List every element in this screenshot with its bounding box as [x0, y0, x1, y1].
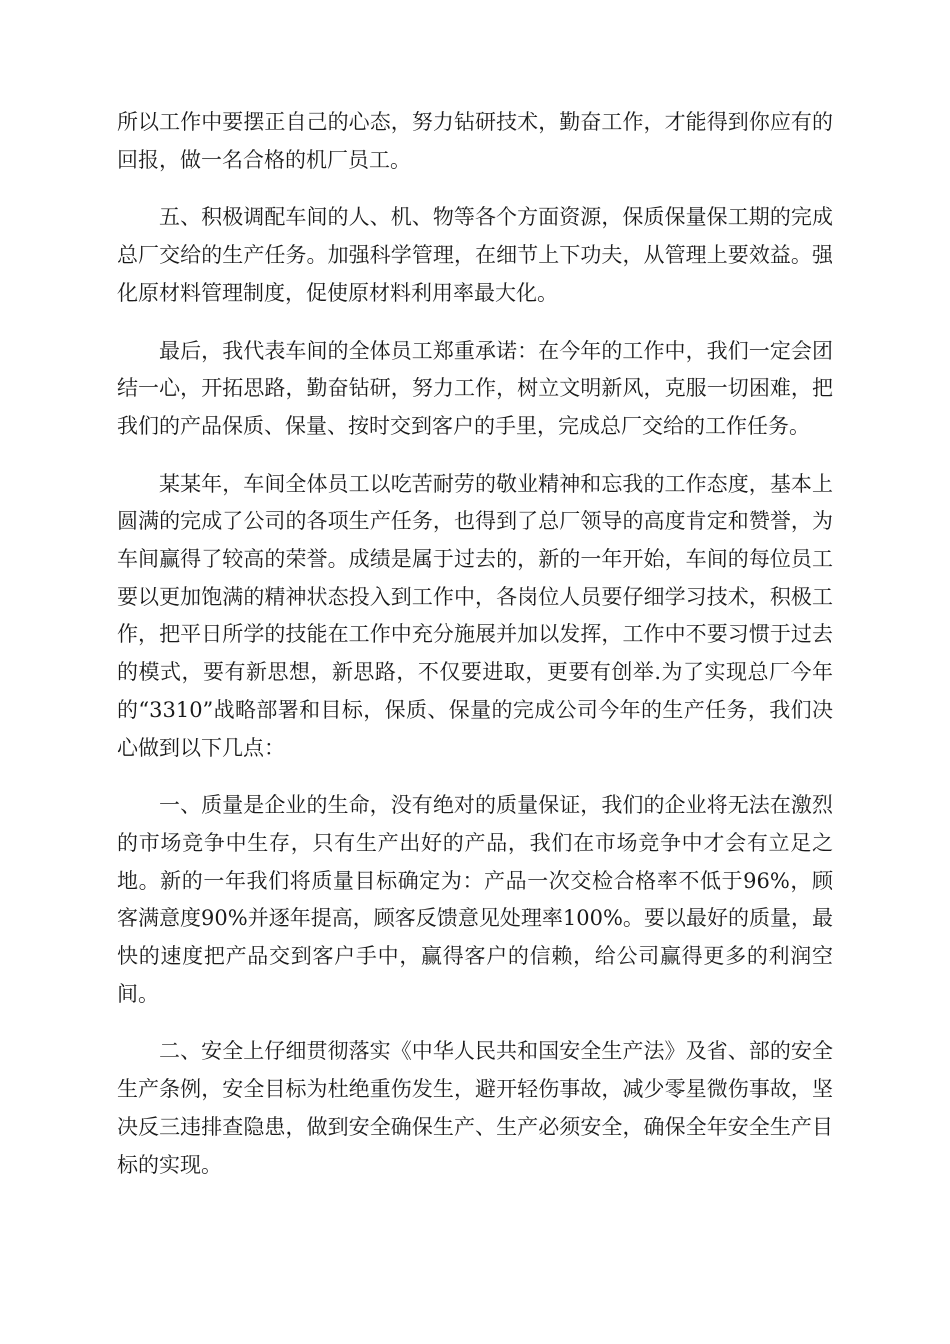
- paragraph-item-five: 五、积极调配车间的人、机、物等各个方面资源，保质保量保工期的完成总厂交给的生产任务。加强科学管理，在细节上下功夫，从管理上要效益。强化原材料管理制度，促使原材料利用率最大化。: [117, 205, 833, 305]
- document-body: [117, 104, 833, 1204]
- paragraph-annual-summary: 某某年，车间全体员工以吃苦耐劳的敬业精神和忘我的工作态度，基本上圆满的完成了公司的各项生产任务，也得到了总厂领导的高度肯定和赞誉，为车间赢得了较高的荣誉。成绩是属于过去的，新的一年开始，车间的每位员工要以更加饱满的精神状态投入到工作中，各岗位人员要仔细学习技术，积极工作，把平日所学的技能在工作中充分施展并加以发挥，工作中不要习惯于过去的模式，要有新思想，新思路，不仅要进取，更要有创举.为了实现总厂今年的“3310”战略部署和目标，保质、保量的完成公司今年的生产任务，我们决心做到以下几点：: [117, 471, 833, 760]
- paragraph-item-safety: 二、安全上仔细贯彻落实《中华人民共和国安全生产法》及省、部的安全生产条例，安全目标为杜绝重伤发生，避开轻伤事故，减少零星微伤事故，坚决反三违排查隐患，做到安全确保生产、生产必须安全，确保全年安全生产目标的实现。: [117, 1039, 833, 1177]
- paragraph-closing-pledge: 最后，我代表车间的全体员工郑重承诺：在今年的工作中，我们一定会团结一心，开拓思路，勤奋钻研，努力工作，树立文明新风，克服一切困难，把我们的产品保质、保量、按时交到客户的手里，完成总厂交给的工作任务。: [117, 338, 833, 438]
- paragraph-item-quality: 一、质量是企业的生命，没有绝对的质量保证，我们的企业将无法在激烈的市场竞争中生存，只有生产出好的产品，我们在市场竞争中才会有立足之地。新的一年我们将质量目标确定为：产品一次交检合格率不低于96%，顾客满意度90%并逐年提高，顾客反馈意见处理率100%。要以最好的质量，最快的速度把产品交到客户手中，赢得客户的信赖，给公司赢得更多的利润空间。: [117, 793, 833, 1006]
- paragraph-continuation: 所以工作中要摆正自己的心态，努力钻研技术，勤奋工作，才能得到你应有的回报，做一名合格的机厂员工。: [117, 110, 833, 172]
